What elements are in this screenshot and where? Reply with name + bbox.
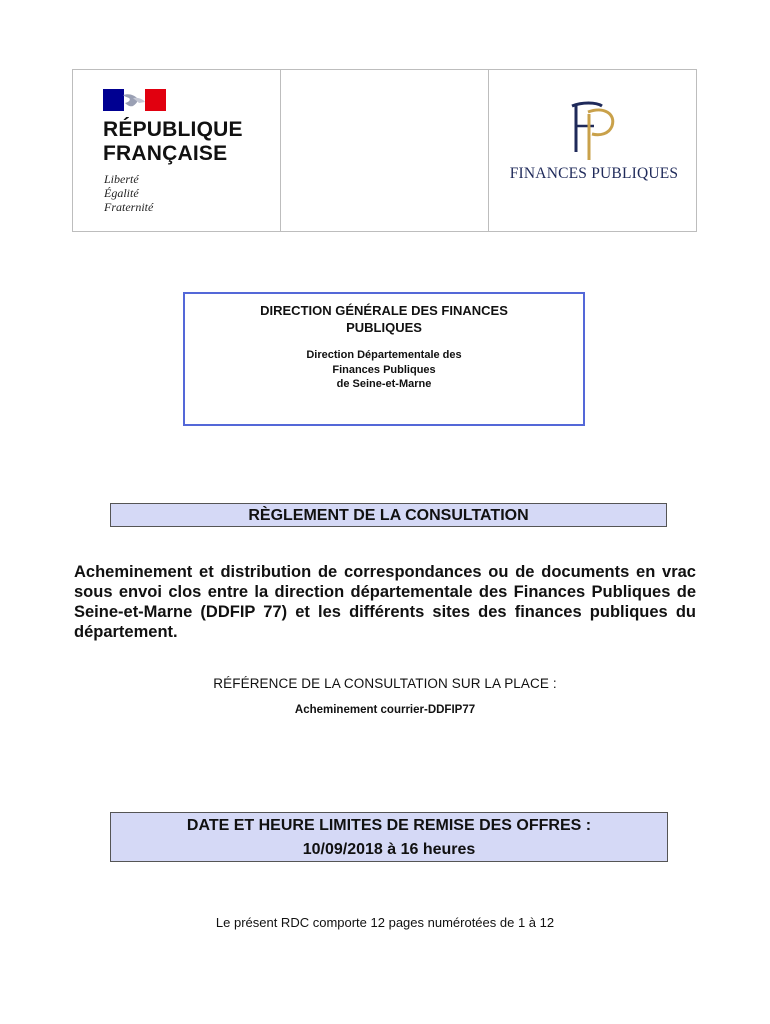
finances-publiques-logo-icon	[562, 100, 620, 162]
header-divider	[488, 69, 489, 232]
republique-line2: FRANÇAISE	[103, 142, 228, 165]
finances-publiques-logo-text: FINANCES PUBLIQUES	[509, 165, 679, 182]
direction-box	[183, 292, 585, 426]
deadline-banner	[110, 812, 668, 862]
motto-fraternite: Fraternité	[104, 200, 154, 214]
deadline-value: 10/09/2018 à 16 heures	[302, 841, 476, 858]
direction-sub-line: de Seine-et-Marne	[336, 378, 432, 390]
direction-sub-line: Finances Publiques	[332, 363, 436, 376]
direction-sub-line: Direction Départementale des	[306, 349, 462, 361]
page-count-note: Le présent RDC comporte 12 pages numérotées de 1 à 12	[215, 915, 555, 930]
reglement-title-banner: RÈGLEMENT DE LA CONSULTATION	[110, 503, 667, 527]
motto-egalite: Égalité	[104, 186, 139, 200]
republique-line1: RÉPUBLIQUE	[103, 118, 243, 141]
direction-subtitle	[185, 348, 583, 392]
reference-value: Acheminement courrier-DDFIP77	[294, 704, 476, 716]
reference-label: RÉFÉRENCE DE LA CONSULTATION SUR LA PLACE :	[213, 676, 557, 691]
consultation-object: Acheminement et distribution de correspondances ou de documents en vrac sous envoi clos entre la direction départementale des Finances Publiques de Seine-et-Marne (DDFIP 77) et les différents sites des finances publiques du département.	[74, 563, 696, 641]
direction-title: DIRECTION GÉNÉRALE DES FINANCES PUBLIQUES	[260, 303, 508, 335]
deadline-title: DATE ET HEURE LIMITES DE REMISE DES OFFRES :	[186, 817, 592, 834]
header-divider	[280, 69, 281, 232]
marianne-flag-icon	[103, 89, 166, 111]
motto-liberte: Liberté	[104, 172, 139, 186]
